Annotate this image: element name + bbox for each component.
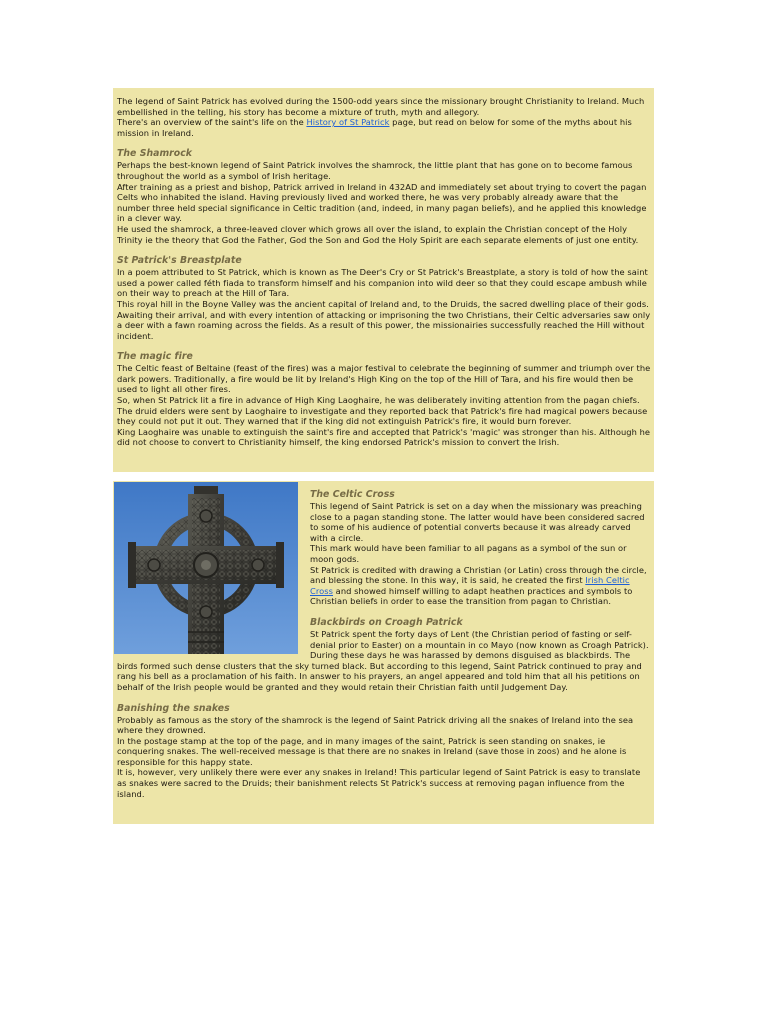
content-panel-top [113, 88, 654, 472]
content-panel-bottom [113, 481, 654, 824]
celtic-cross-paragraph-2: This mark would have been familiar to all pagans as a symbol of the sun or moon gods. [310, 543, 627, 564]
blackbirds-paragraph-2: During these days he was harassed by demons disguised as blackbirds. The birds formed such dense clusters that the sky turned black. But according to this legend, Saint Patrick continued to pray and rang his bell as a proclamation of his faith. In answer to his prayers, an angel appeared and told him that all his petitions on behalf of the Irish people would be granted and they would retain their Christian faith until Judgement Day. [117, 650, 642, 692]
breastplate-paragraph-1: In a poem attributed to St Patrick, which is known as The Deer's Cry or St Patrick's Breastplate, a story is told of how the saint used a power called féth fiada to transform himself and his companion into wild deer so that they could escape ambush while on their way to preach at the Hill of Tara. [117, 267, 648, 299]
blackbirds-heading: Blackbirds on Croagh Patrick [310, 616, 463, 628]
magic-fire-paragraph-2: So, when St Patrick lit a fire in advance of High King Laoghaire, he was deliberately inviting attention from the pagan chiefs. The druid elders were sent by Laoghaire to investigate and they reported back that Patrick's fire had magical powers because they could not put it out. They warned that if the king did not extinguish Patrick's fire, it would burn forever. [117, 395, 648, 427]
celtic-cross-paragraph-1: This legend of Saint Patrick is set on a day when the missionary was preaching close to a pagan standing stone. The latter would have been considered sacred to some of his audience of potential converts because it was already carved with a circle. [310, 501, 645, 543]
celtic-cross-text-after-link: and showed himself willing to adapt heathen practices and symbols to Christian beliefs in order to ease the transition from pagan to Christian. [310, 585, 633, 607]
snakes-heading: Banishing the snakes [117, 702, 230, 714]
intro-text-after-link: page, but read on below for some of the myths about his mission in Ireland. [117, 117, 632, 138]
intro-text-before-link: There's an overview of the saint's life on the [117, 117, 307, 128]
breastplate-heading: St Patrick's Breastplate [117, 255, 242, 267]
shamrock-paragraph-2: After training as a priest and bishop, Patrick arrived in Ireland in 432AD and immediately set about trying to covert the pagan Celts who inhabited the island. Having previously lived and worked there, he was very probably already aware that the number three held special significance in Celtic tradition (and, indeed, in many pagan beliefs), and he applied this knowledge in a clever way. [117, 181, 647, 224]
history-of-st-patrick-link[interactable]: History of St Patrick [306, 117, 390, 128]
irish-celtic-cross-link[interactable]: Irish Celtic Cross [310, 575, 630, 596]
snakes-paragraph-1: Probably as famous as the story of the shamrock is the legend of Saint Patrick driving all the snakes of Ireland into the sea where they drowned. [117, 714, 634, 736]
intro-paragraph-1: The legend of Saint Patrick has evolved during the 1500-odd years since the missionary brought Christianity to Ireland. Much embellished in the telling, his story has become a mixture of truth, myth and allegory. [117, 96, 645, 117]
shamrock-heading: The Shamrock [117, 148, 193, 160]
blackbirds-paragraph-1: St Patrick spent the forty days of Lent (the Christian period of fasting or self-denial prior to Easter) on a mountain in co Mayo (now known as Croagh Patrick). [310, 628, 649, 650]
celtic-cross-photo [114, 482, 298, 654]
snakes-paragraph-3: It is, however, very unlikely there were ever any snakes in Ireland! This particular legend of Saint Patrick is easy to translate as snakes were sacred to the Druids; their banishment relects St Patrick's success at removing pagan influence from the island. [117, 767, 641, 799]
celtic-cross-text-before-link: St Patrick is credited with drawing a Christian (or Latin) cross through the circle, and blessing the stone. In this way, it is said, he created the first [310, 564, 647, 586]
shamrock-paragraph-3: He used the shamrock, a three-leaved clover which grows all over the island, to explain the Christian concept of the Holy Trinity ie the theory that God the Father, God the Son and God the Holy Spirit are each separate elements of just one entity. [117, 223, 639, 245]
intro-paragraph-2 [117, 117, 651, 138]
magic-fire-heading: The magic fire [117, 351, 193, 363]
celtic-cross-heading: The Celtic Cross [310, 489, 395, 500]
breastplate-paragraph-3: Awaiting their arrival, and with every intention of attacking or imprisoning the two Christians, their Celtic adversaries saw only a deer with a fawn roaming across the fields. As a result of this power, the missionairies successfully reached the Hill without incident. [117, 309, 651, 341]
magic-fire-paragraph-3: King Laoghaire was unable to extinguish the saint's fire and accepted that Patrick's 'magic' was stronger than his. Although he did not choose to convert to Christianity himself, the king endorsed Patrick's mission to convert the Irish. [117, 426, 651, 448]
snakes-paragraph-2: In the postage stamp at the top of the page, and in many images of the saint, Patrick is seen standing on snakes, ie conquering snakes. The well-received message is that there are no snakes in Ireland (save those in zoos) and he alone is responsible for this happy state. [117, 735, 627, 767]
breastplate-paragraph-2: This royal hill in the Boyne Valley was the ancient capital of Ireland and, to the Druids, the sacred dwelling place of their gods. [117, 298, 649, 309]
shamrock-paragraph-1: Perhaps the best-known legend of Saint Patrick involves the shamrock, the little plant that has gone on to become famous throughout the world as a symbol of Irish heritage. [117, 160, 633, 181]
magic-fire-paragraph-1: The Celtic feast of Beltaine (feast of the fires) was a major festival to celebrate the beginning of summer and triumph over the dark powers. Traditionally, a fire would be lit by Ireland's High King on the top of the Hill of Tara, and his fire would then be used to light all other fires. [117, 363, 651, 395]
